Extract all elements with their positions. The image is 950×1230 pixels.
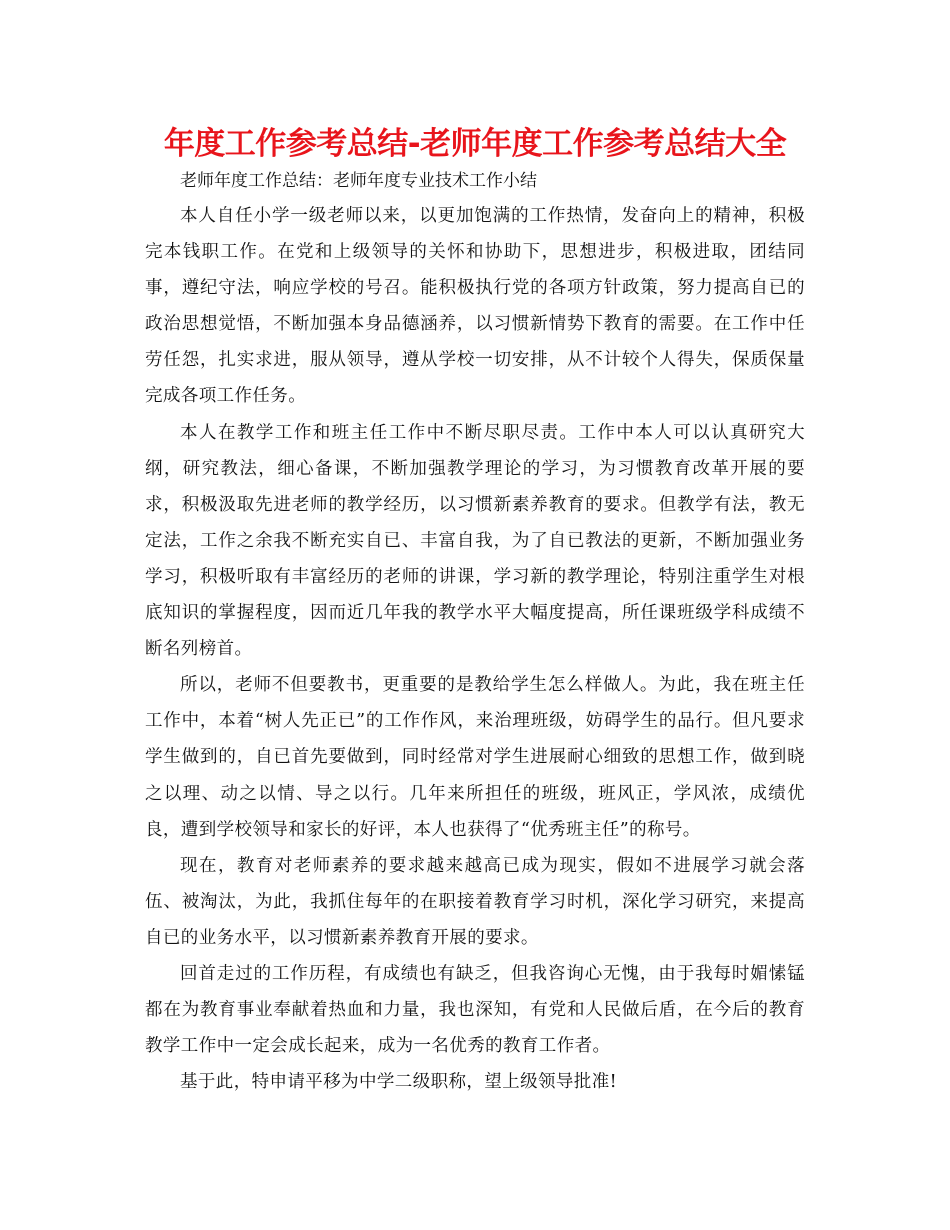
paragraph: 现在，教育对老师素养的要求越来越高已成为现实，假如不进展学习就会落伍、被淘汰，为此，我抓住每年的在职接着教育学习时机，深化学习研究，来提高自已的业务水平，以习惯新素养教育开展的要求。	[145, 855, 805, 948]
document-title: 年度工作参考总结-老师年度工作参考总结大全	[163, 126, 787, 162]
paragraph: 所以，老师不但要教书，更重要的是教给学生怎么样做人。为此，我在班主任工作中，本着“树人先正已”的工作作风，来治理班级，妨碍学生的品行。但凡要求学生做到的，自已首先要做到，同时经常对学生进展耐心细致的思想工作，做到晓之以理、动之以情、导之以行。几年来所担任的班级，班风正，学风浓，成绩优良，遭到学校领导和家长的好评，本人也获得了“优秀班主任”的称号。	[145, 675, 805, 840]
paragraph: 本人在教学工作和班主任工作中不断尽职尽责。工作中本人可以认真研究大纲，研究教法，细心备课，不断加强教学理论的学习，为习惯教育改革开展的要求，积极汲取先进老师的教学经历，以习惯新素养教育的要求。但教学有法，教无定法，工作之余我不断充实自已、丰富自我，为了自已教法的更新，不断加强业务学习，积极听取有丰富经历的老师的讲课，学习新的教学理论，特别注重学生对根底知识的掌握程度，因而近几年我的教学水平大幅度提高，所任课班级学科成绩不断名列榜首。	[145, 422, 805, 660]
paragraph: 回首走过的工作历程，有成绩也有缺乏，但我咨询心无愧，由于我每时媚愫锰都在为教育事业奉献着热血和力量，我也深知，有党和人民做后盾，在今后的教育教学工作中一定会成长起来，成为一名优秀的教育工作者。	[145, 963, 805, 1057]
paragraph: 基于此，特申请平移为中学二级职称，望上级领导批准!	[180, 1072, 618, 1093]
paragraph: 本人自任小学一级老师以来，以更加饱满的工作热情，发奋向上的精神，积极完本钱职工作。在党和上级领导的关怀和协助下，思想进步，积极进取，团结同事，遵纪守法，响应学校的号召。能积极执行党的各项方针政策，努力提高自已的政治思想觉悟，不断加强本身品德涵养，以习惯新情势下教育的需要。在工作中任劳任怨，扎实求进，服从领导，遵从学校一切安排，从不计较个人得失，保质保量完成各项工作任务。	[145, 206, 805, 407]
document-body	[145, 198, 805, 1100]
document-subtitle: 老师年度工作总结：老师年度专业技术工作小结	[180, 171, 537, 191]
